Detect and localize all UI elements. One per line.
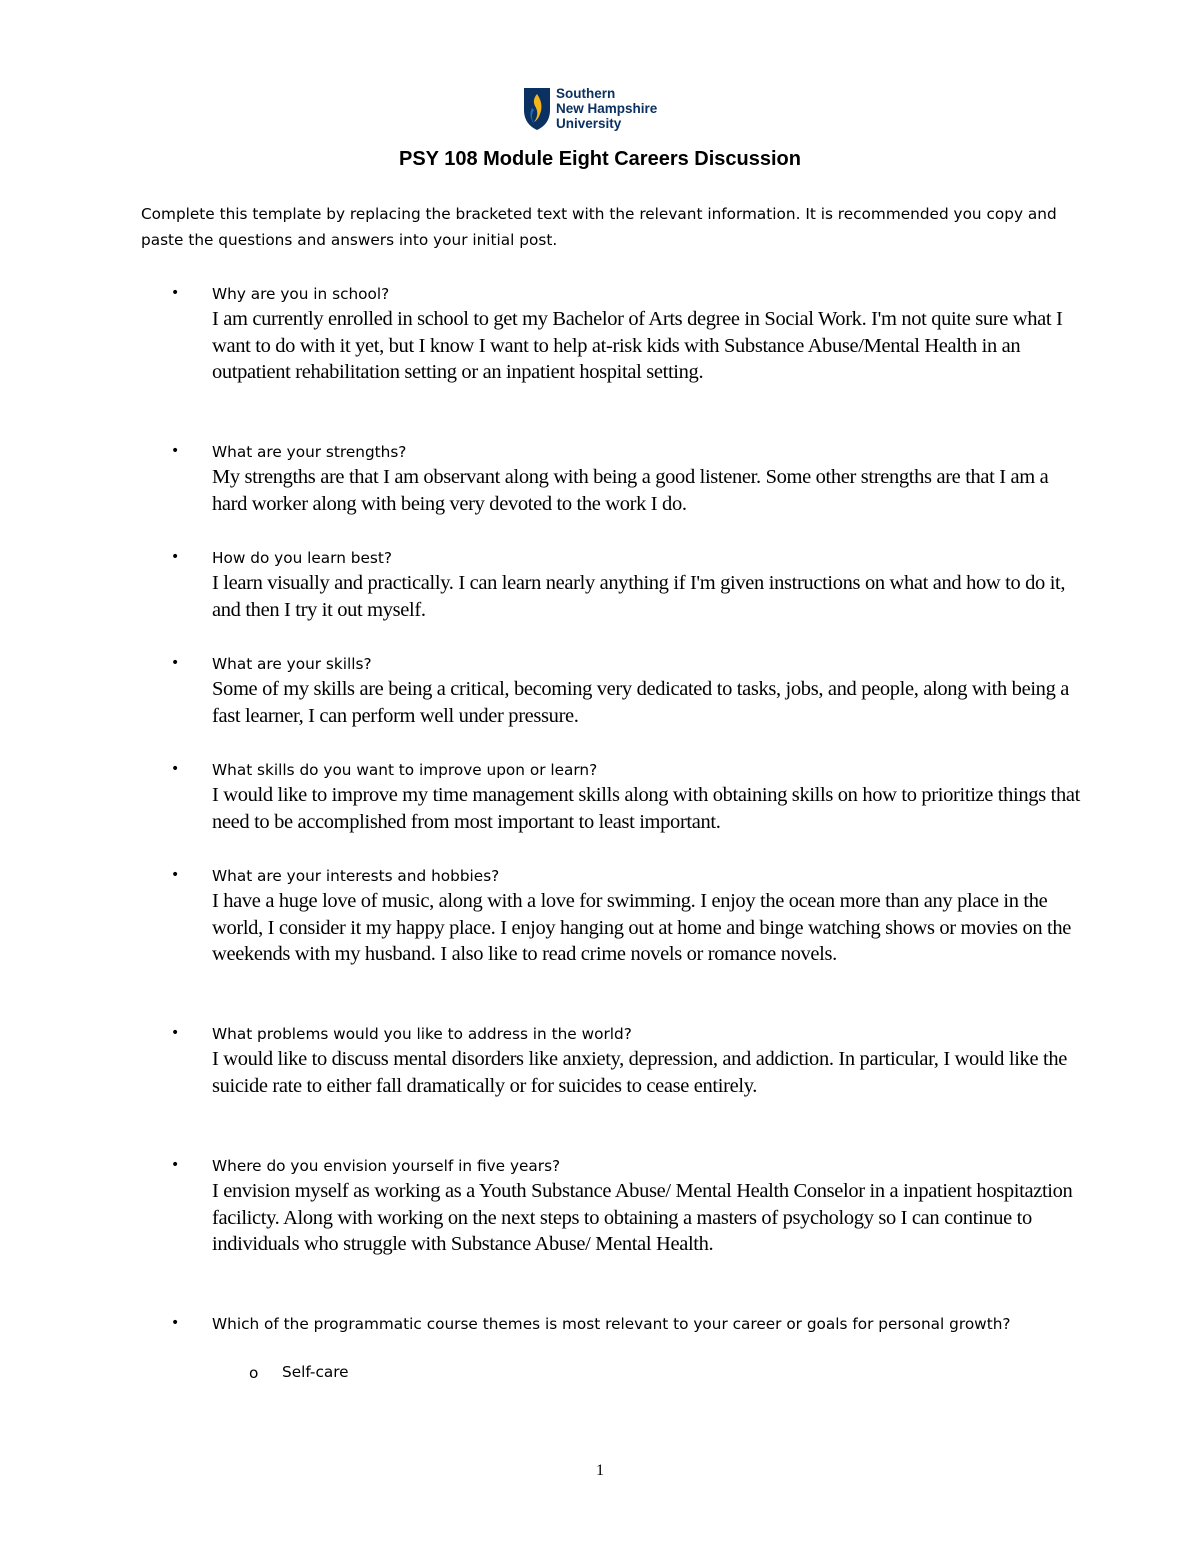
question: What are your interests and hobbies? [212,867,500,885]
bullet-icon: • [171,761,180,777]
question: What skills do you want to improve upon or learn? [212,761,598,779]
bullet-icon: • [171,1025,180,1041]
bullet-icon: • [171,1157,180,1173]
page-number: 1 [596,1462,604,1479]
bullet-icon: • [171,1315,180,1331]
shield-flame-icon [522,86,552,132]
bullet-icon: • [171,655,180,671]
question: What problems would you like to address in the world? [212,1025,632,1043]
answer: I envision myself as working as a Youth Substance Abuse/ Mental Health Conselor in a inpatient hospitaztion facilicty. Along with working on the next steps to obtaining a masters of psychology so I can continue to individuals who struggle with Substance Abuse/ Mental Health. [212,1180,1073,1255]
answer: I learn visually and practically. I can learn nearly anything if I'm given instructions on what and how to do it, and then I try it out myself. [212,572,1066,621]
question: Why are you in school? [212,285,390,303]
document-title: PSY 108 Module Eight Careers Discussion [399,148,801,170]
sub-bullet-icon: o [249,1364,259,1382]
bullet-icon: • [171,867,180,883]
question: What are your skills? [212,655,372,673]
answer: I am currently enrolled in school to get my Bachelor of Arts degree in Social Work. I'm not quite sure what I want to do with it yet, but I know I want to help at-risk kids with Substance Abuse/Mental Health in an outpatient rehabilitation setting or an inpatient hospital setting. [212,308,1063,383]
question: Where do you envision yourself in five years? [212,1157,561,1175]
instructions-paragraph: Complete this template by replacing the bracketed text with the relevant information. It is recommended you copy and paste the questions and answers into your initial post. [141,205,1057,249]
answer: My strengths are that I am observant along with being a good listener. Some other strengths are that I am a hard worker along with being very devoted to the work I do. [212,466,1049,515]
question: What are your strengths? [212,443,407,461]
answer: I have a huge love of music, along with a love for swimming. I enjoy the ocean more than any place in the world, I consider it my happy place. I enjoy hanging out at home and binge watching shows or movies on the weekends with my husband. I also like to read crime novels or romance novels. [212,890,1072,965]
answer: I would like to improve my time management skills along with obtaining skills on how to prioritize things that need to be accomplished from most important to least important. [212,784,1080,833]
question: Which of the programmatic course themes is most relevant to your career or goals for personal growth? [212,1315,1011,1333]
bullet-icon: • [171,443,180,459]
question: How do you learn best? [212,549,392,567]
answer: Some of my skills are being a critical, becoming very dedicated to tasks, jobs, and people, along with being a fast learner, I can perform well under pressure. [212,678,1070,727]
answer: I would like to discuss mental disorders like anxiety, depression, and addiction. In particular, I would like the suicide rate to either fall dramatically or for suicides to cease entirely. [212,1048,1067,1097]
university-logo [522,86,682,132]
bullet-icon: • [171,549,180,565]
sub-answer: Self-care [282,1363,349,1381]
bullet-icon: • [171,285,180,301]
logo-wordmark: Southern New Hampshire University [556,86,658,131]
